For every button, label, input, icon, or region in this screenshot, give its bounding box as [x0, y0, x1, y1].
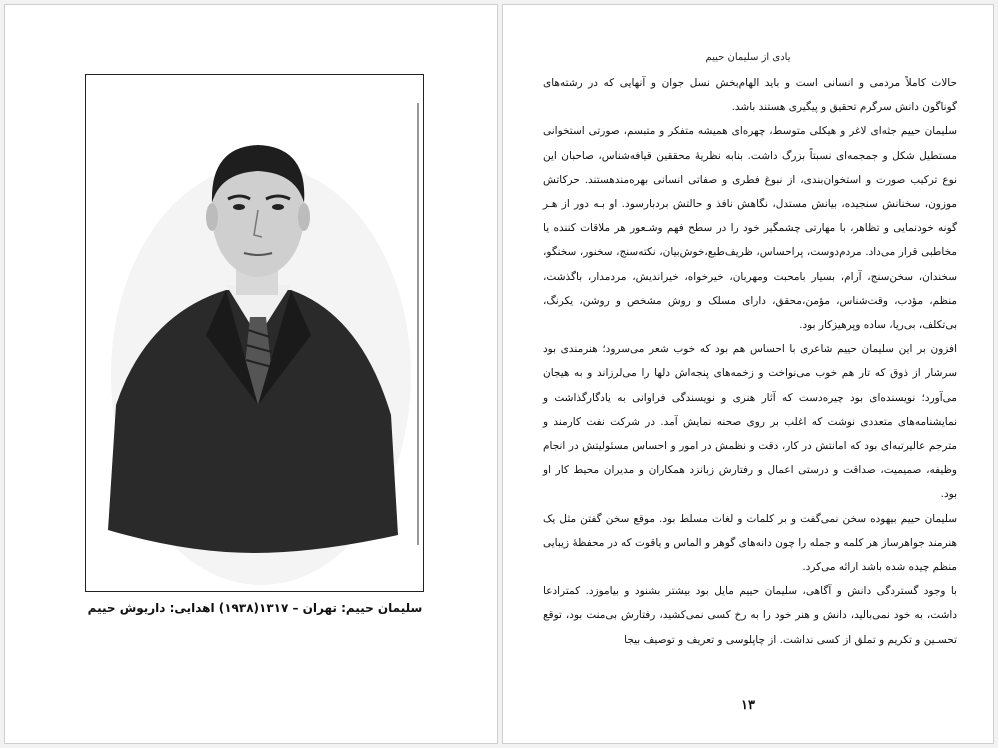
body-text: [543, 71, 957, 652]
paragraph: با وجود گستردگی دانش و آگاهی، سلیمان حییم مایل بود بیشتر بشنود و بیاموزد. کمترادعا داشت، به خود نمی‌بالید، دانش و هنر خود را به رخ کسی نمی‌کشید، رفتارش بی‌منت بود، توقع تحسـین و تکریم و تملق از کسی نداشت. از چاپلوسی و تعریف و توصیف بیجا: [543, 585, 957, 646]
paragraph: سلیمان حییم جثه‌ای لاغر و هیکلی متوسط، چهره‌ای همیشه متفکر و متبسم، صورتی استخوانی مستطیل شکل و جمجمه‌ای نسبتاً بزرگ داشت. بنابه نظریهٔ محققین قیافه‌شناس، صاحبان این نوع ترکیب صورت و استخوان‌بندی، از نبوغ فطری و صفاتی انسانی بهره‌مندهستند. حرکاتش موزون، سخنانش سنجیده، بیانش مستدل، نگاهش نافذ و حالتش بردبارسود. او بـه دور از هـر گونه خودنمایی و تظاهر، با مهارتی چشمگیر خود را در سطح فهم وشـعور هر ملاقات کننده یا مخاطبی قرار می‌داد. مردم‌دوست، پراحساس، ظریف‌طبع،خوش‌بیان، نکته‌سنج، سخنور، سخنگو، سخندان، سخن‌سنج، آرام، بسیار بامحبت ومهربان، خیرخواه، خیراندیش، مردمدار، باگذشت، منظم، مؤدب، وقت‌شناس، مؤمن،محقق، دارای مسلک و روش مشخص و روشن، یکرنگ، بی‌تکلف، بی‌ریا، ساده وپرهیزکار بود.: [543, 125, 957, 332]
paragraph: افزون بر این سلیمان حییم شاعری با احساس هم بود که خوب شعر می‌سرود؛ هنرمندی بود سرشار از ذوق که تار هم خوب می‌نواخت و زخمه‌های پنجه‌اش دلها را می‌لرزاند و به هیجان می‌آورد؛ نویسنده‌ای بود چیره‌دست که آثار هنری و نویسندگی فراوانی به یادگارگذاشت و نمایشنامه‌های متعددی نوشت که اغلب بر روی صحنه نمایش آمد. در شرکت نفت کارمند و مترجم عالیرتبه‌ای بود که امانتش در کار، دقت و نظمش در امور و احساس مسئولیتش در انجام وظیفه، صمیمیت، صداقت و درستی اعمال و رفتارش زبانزد همکاران و مدیران محیط کار او بود.: [543, 343, 957, 501]
paragraph: حالات کاملاً مردمی و انسانی است و باید الهام‌بخش نسل جوان و آنهایی که در رشته‌های گوناگون دانش سرگرم تحقیق و پیگیری هستند باشد.: [543, 77, 957, 114]
photo-caption: سلیمان حییم: تهران – ۱۳۱۷(۱۹۳۸) اهدایی: داریوش حییم: [87, 601, 423, 615]
paragraph: سلیمان حییم بیهوده سخن نمی‌گفت و بر کلمات و لغات مسلط بود. موقع سخن گفتن مثل یک هنرمند جواهرساز هر کلمه و جمله را چون دانه‌های گوهر و الماس و یاقوت که در محفظهٔ زیبایی منظم چیده شده باشد ارائه می‌کرد.: [543, 512, 957, 574]
page-number: ۱۳: [741, 698, 755, 713]
left-page: [4, 4, 498, 744]
portrait-photo: [85, 74, 424, 592]
running-head: یادی از سلیمان حییم: [705, 52, 791, 63]
right-page: [502, 4, 994, 744]
